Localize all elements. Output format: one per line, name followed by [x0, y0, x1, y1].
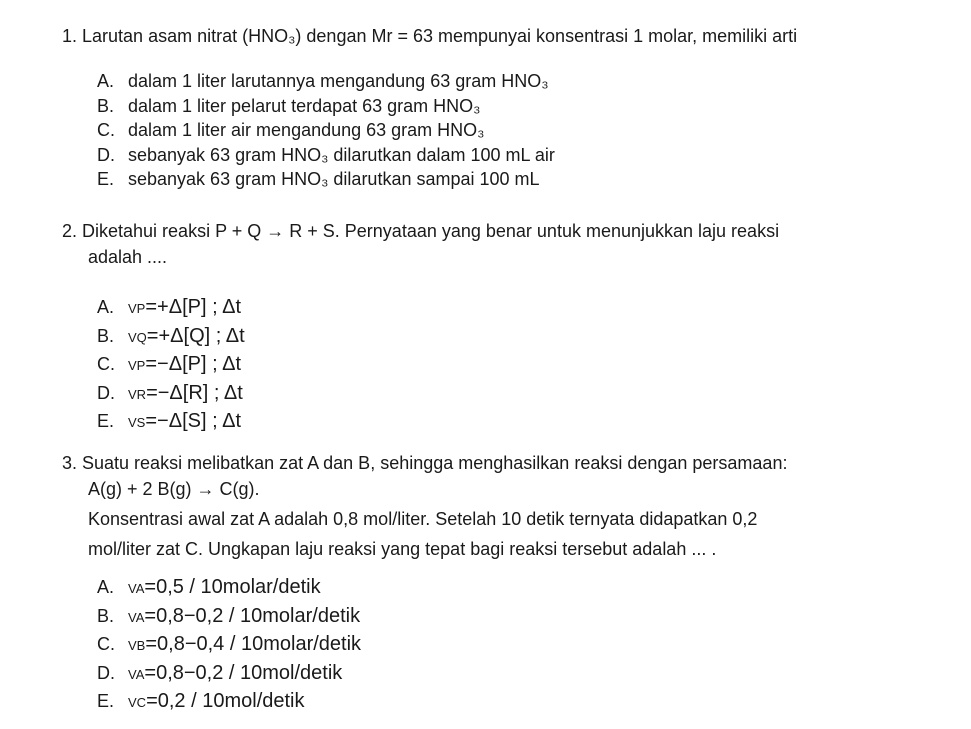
q2-option-e[interactable] — [62, 408, 942, 437]
option-text: =−Δ[P] ; Δt — [145, 353, 241, 375]
rate-variable: VP — [128, 301, 146, 316]
question-3-stem-line-3: Konsentrasi awal zat A adalah 0,8 mol/liter. Setelah 10 detik ternyata didapatkan 0,2 — [88, 509, 758, 529]
q1-option-d[interactable] — [62, 143, 942, 168]
option-text: sebanyak 63 gram HNO₃ dilarutkan dalam 100 mL air — [128, 144, 555, 165]
rate-variable: VS — [128, 415, 146, 430]
question-1-stem: 1. Larutan asam nitrat (HNO₃) dengan Mr = 63 mempunyai konsentrasi 1 molar, memiliki arti — [62, 26, 798, 46]
option-letter: C. — [97, 120, 115, 140]
question-2-stem-line-1: 2. Diketahui reaksi P + Q → R + S. Pernyataan yang benar untuk menunjukkan laju reaksi — [62, 221, 780, 241]
q1-option-b[interactable] — [62, 94, 942, 119]
question-1-options — [62, 69, 942, 192]
question-3-equation: A(g) + 2 B(g) → C(g). — [88, 479, 260, 499]
option-letter: A. — [97, 577, 115, 597]
q3-option-c[interactable] — [62, 631, 942, 660]
question-3-options — [62, 574, 942, 717]
option-text: =0,2 / 10mol/detik — [146, 690, 305, 712]
option-letter: C. — [97, 634, 115, 654]
rate-variable: VR — [128, 386, 147, 402]
question-2 — [62, 218, 942, 437]
option-letter: E. — [97, 169, 115, 189]
option-letter: A. — [97, 297, 115, 317]
question-1 — [62, 23, 942, 192]
option-letter: D. — [97, 144, 115, 165]
q2-option-a[interactable] — [62, 294, 942, 323]
rate-variable: VQ — [128, 329, 147, 345]
option-letter: C. — [97, 354, 115, 374]
rate-variable: VA — [128, 581, 145, 596]
rate-variable: VP — [128, 358, 146, 373]
option-text: dalam 1 liter air mengandung 63 gram HNO₃ — [128, 120, 485, 140]
question-3-stem-line-1: 3. Suatu reaksi melibatkan zat A dan B, sehingga menghasilkan reaksi dengan persamaan: — [62, 453, 788, 473]
question-2-options — [62, 294, 942, 437]
question-2-stem-line-2: adalah .... — [88, 247, 168, 267]
q2-option-b[interactable] — [62, 323, 942, 352]
q3-option-b[interactable] — [62, 603, 942, 632]
q2-option-d[interactable] — [62, 380, 942, 409]
q3-option-e[interactable] — [62, 688, 942, 717]
option-letter: E. — [97, 691, 115, 711]
rate-variable: VB — [128, 638, 146, 653]
q1-option-e[interactable] — [62, 167, 942, 192]
option-text: dalam 1 liter pelarut terdapat 63 gram HNO₃ — [128, 95, 481, 116]
option-text: sebanyak 63 gram HNO₃ dilarutkan sampai 100 mL — [128, 169, 540, 189]
rate-variable: VA — [128, 666, 145, 682]
option-text: =−Δ[S] ; Δt — [145, 410, 241, 432]
question-3 — [62, 450, 942, 717]
q3-option-d[interactable] — [62, 660, 942, 689]
option-letter: E. — [97, 411, 115, 431]
option-letter: B. — [97, 325, 115, 346]
option-letter: B. — [97, 95, 115, 116]
question-3-stem-line-4: mol/liter zat C. Ungkapan laju reaksi yang tepat bagi reaksi tersebut adalah ... . — [88, 539, 717, 559]
option-text: =0,5 / 10molar/detik — [144, 576, 321, 598]
option-text: =0,8−0,4 / 10molar/detik — [145, 633, 362, 655]
option-letter: D. — [97, 662, 115, 683]
option-text: =+Δ[Q] ; Δt — [146, 324, 245, 347]
q1-option-c[interactable] — [62, 118, 942, 143]
q1-option-a[interactable] — [62, 69, 942, 94]
option-text: =0,8−0,2 / 10molar/detik — [144, 604, 361, 627]
rate-variable: VA — [128, 609, 145, 625]
option-text: =+Δ[P] ; Δt — [145, 296, 241, 318]
q2-option-c[interactable] — [62, 351, 942, 380]
option-letter: A. — [97, 71, 115, 91]
option-letter: D. — [97, 382, 115, 403]
rate-variable: VC — [128, 695, 147, 710]
option-letter: B. — [97, 605, 115, 626]
option-text: =−Δ[R] ; Δt — [146, 381, 243, 404]
q3-option-a[interactable] — [62, 574, 942, 603]
option-text: dalam 1 liter larutannya mengandung 63 gram HNO₃ — [128, 71, 549, 91]
option-text: =0,8−0,2 / 10mol/detik — [144, 661, 343, 684]
